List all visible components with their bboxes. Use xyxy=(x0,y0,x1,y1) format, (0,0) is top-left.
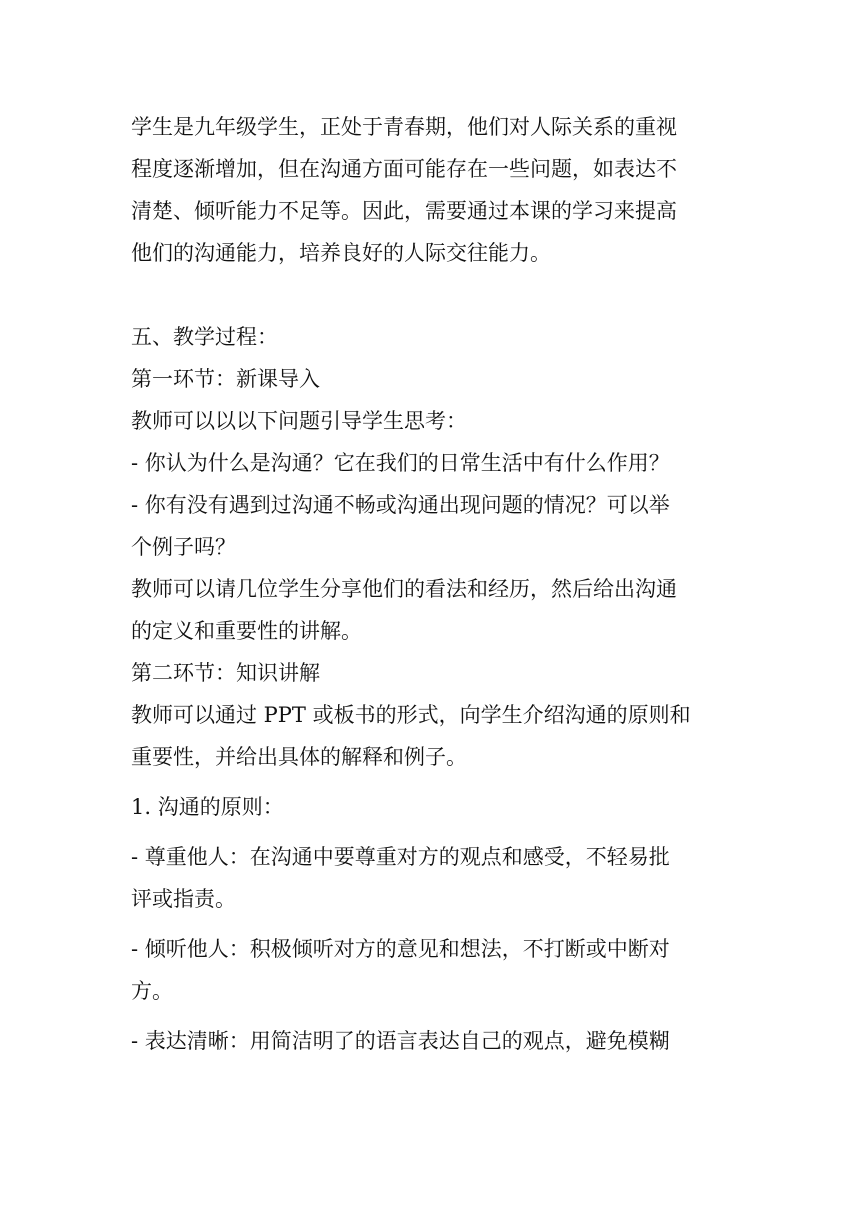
paragraph-line: 重要性，并给出具体的解释和例子。 xyxy=(131,745,467,769)
subsection-heading: 第二环节：知识讲解 xyxy=(131,661,320,685)
list-item-continuation: 个例子吗？ xyxy=(131,535,236,559)
spacer xyxy=(131,778,731,786)
spacer xyxy=(131,920,731,928)
paragraph-line: 教师可以请几位学生分享他们的看法和经历，然后给出沟通 xyxy=(131,577,677,601)
paragraph-line: 教师可以以以下问题引导学生思考： xyxy=(131,409,467,433)
blank-line xyxy=(131,274,731,316)
list-item: - 你认为什么是沟通？它在我们的日常生活中有什么作用？ xyxy=(131,451,670,475)
subsection-heading: 第一环节：新课导入 xyxy=(131,367,320,391)
list-item: - 表达清晰：用简洁明了的语言表达自己的观点，避免模糊 xyxy=(131,1029,670,1053)
numbered-heading: 1. 沟通的原则： xyxy=(131,795,284,819)
document-page xyxy=(131,106,731,1062)
paragraph-line: 清楚、倾听能力不足等。因此，需要通过本课的学习来提高 xyxy=(131,199,677,223)
paragraph-line: 的定义和重要性的讲解。 xyxy=(131,619,362,643)
list-item: - 尊重他人：在沟通中要尊重对方的观点和感受，不轻易批 xyxy=(131,845,670,869)
spacer xyxy=(131,1012,731,1020)
list-item: - 你有没有遇到过沟通不畅或沟通出现问题的情况？可以举 xyxy=(131,493,670,517)
list-item-continuation: 评或指责。 xyxy=(131,887,236,911)
list-item: - 倾听他人：积极倾听对方的意见和想法，不打断或中断对 xyxy=(131,937,670,961)
paragraph-line: 他们的沟通能力，培养良好的人际交往能力。 xyxy=(131,241,551,265)
paragraph-line: 程度逐渐增加，但在沟通方面可能存在一些问题，如表达不 xyxy=(131,157,677,181)
paragraph-line: 教师可以通过 PPT 或板书的形式，向学生介绍沟通的原则和 xyxy=(131,703,691,727)
list-item-continuation: 方。 xyxy=(131,979,173,1003)
spacer xyxy=(131,828,731,836)
section-heading: 五、教学过程： xyxy=(131,325,278,349)
paragraph-line: 学生是九年级学生，正处于青春期，他们对人际关系的重视 xyxy=(131,115,677,139)
